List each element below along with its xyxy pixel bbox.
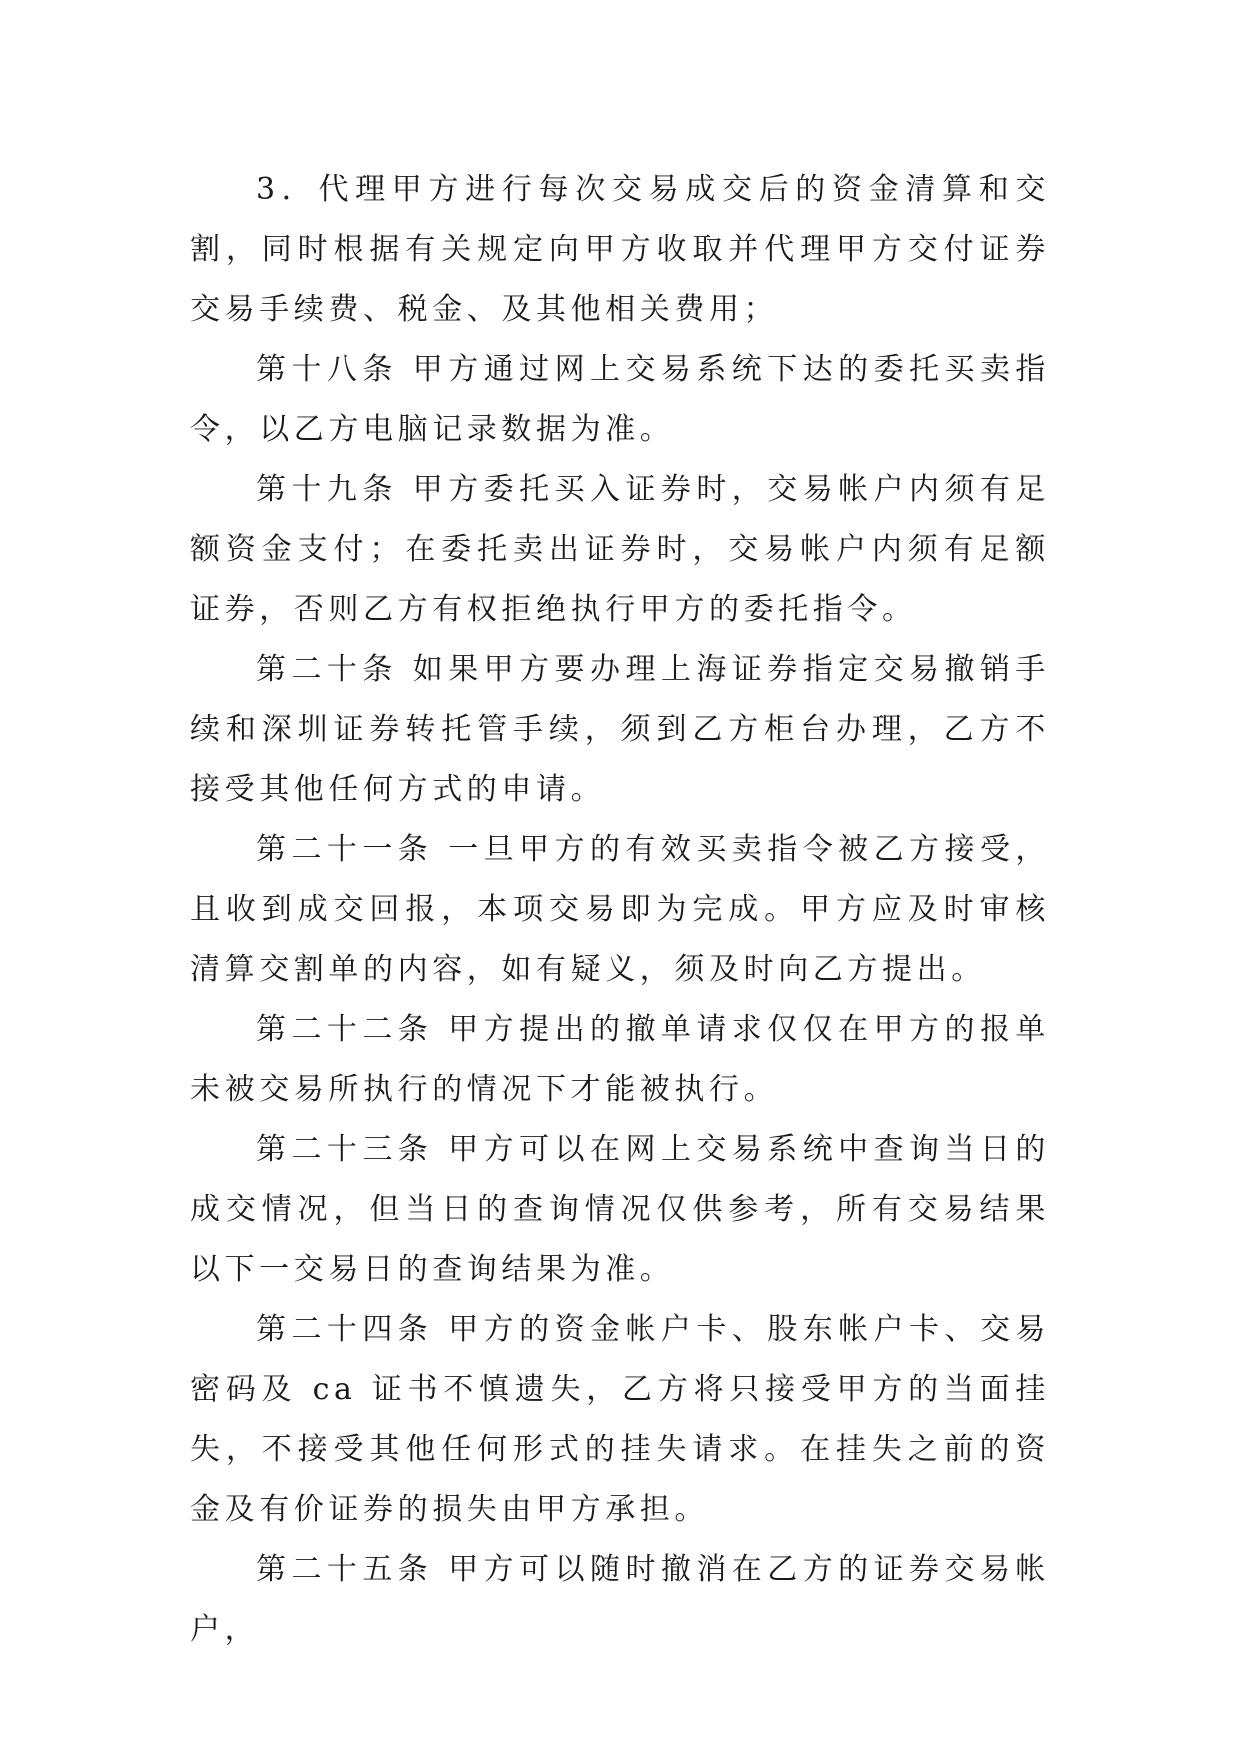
paragraph-article-25: 第二十五条 甲方可以随时撤消在乙方的证券交易帐户， <box>190 1552 1050 1647</box>
paragraph-clause-3: 3．代理甲方进行每次交易成交后的资金清算和交割，同时根据有关规定向甲方收取并代理甲方交付证券交易手续费、税金、及其他相关费用； <box>190 172 1050 327</box>
paragraph-article-20: 第二十条 如果甲方要办理上海证券指定交易撤销手续和深圳证券转托管手续，须到乙方柜台办理，乙方不接受其他任何方式的申请。 <box>190 652 1050 807</box>
paragraph-article-23: 第二十三条 甲方可以在网上交易系统中查询当日的成交情况，但当日的查询情况仅供参考，所有交易结果以下一交易日的查询结果为准。 <box>190 1132 1050 1287</box>
document-body <box>190 160 1050 1660</box>
paragraph-article-19: 第十九条 甲方委托买入证券时，交易帐户内须有足额资金支付；在委托卖出证券时，交易帐户内须有足额证券，否则乙方有权拒绝执行甲方的委托指令。 <box>190 472 1050 627</box>
paragraph-article-24: 第二十四条 甲方的资金帐户卡、股东帐户卡、交易密码及 ca 证书不慎遗失，乙方将只接受甲方的当面挂失，不接受其他任何形式的挂失请求。在挂失之前的资金及有价证券的损失由甲方承担。 <box>190 1312 1050 1527</box>
paragraph-article-22: 第二十二条 甲方提出的撤单请求仅仅在甲方的报单未被交易所执行的情况下才能被执行。 <box>190 1012 1050 1107</box>
paragraph-article-21: 第二十一条 一旦甲方的有效买卖指令被乙方接受，且收到成交回报，本项交易即为完成。甲方应及时审核清算交割单的内容，如有疑义，须及时向乙方提出。 <box>190 832 1050 987</box>
paragraph-article-18: 第十八条 甲方通过网上交易系统下达的委托买卖指令，以乙方电脑记录数据为准。 <box>190 352 1050 447</box>
